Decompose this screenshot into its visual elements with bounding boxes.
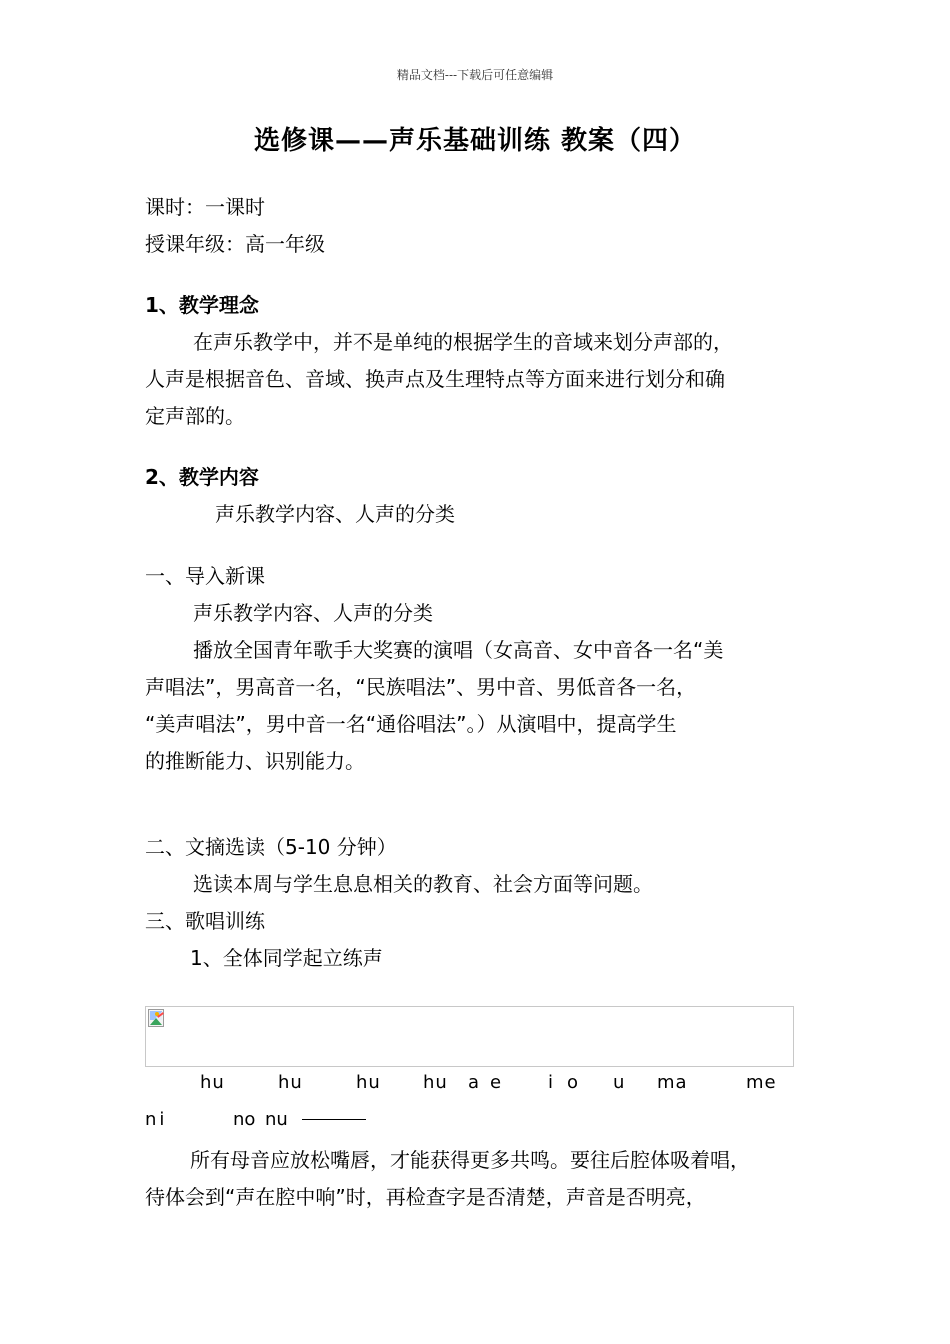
syllable: u xyxy=(613,1072,626,1093)
syllable: nu xyxy=(265,1109,288,1130)
syllable: me xyxy=(746,1072,777,1093)
paragraph-line: 待体会到“声在腔中响”时，再检查字是否清楚，声音是否明亮， xyxy=(145,1185,706,1209)
music-notation-image xyxy=(145,1006,794,1067)
syllable: ni xyxy=(145,1109,168,1130)
paragraph-line: 1、全体同学起立练声 xyxy=(190,946,383,970)
paragraph-line: 定声部的。 xyxy=(145,404,245,428)
syllable: hu xyxy=(200,1072,225,1093)
paragraph-line: “美声唱法”，男中音一名“通俗唱法”。）从演唱中，提高学生 xyxy=(145,712,677,736)
part-heading-introduction: 一、导入新课 xyxy=(145,564,265,588)
syllable: e xyxy=(490,1072,503,1093)
syllable: hu xyxy=(423,1072,448,1093)
syllable: o xyxy=(567,1072,580,1093)
paragraph-line: 在声乐教学中，并不是单纯的根据学生的音域来划分声部的， xyxy=(193,330,733,354)
document-title: 选修课——声乐基础训练 教案（四） xyxy=(253,126,697,156)
paragraph-line: 所有母音应放松嘴唇，才能获得更多共鸣。要往后腔体吸着唱， xyxy=(190,1148,750,1172)
paragraph-line: 播放全国青年歌手大奖赛的演唱（女高音、女中音各一名“美 xyxy=(193,638,724,662)
paragraph-line: 人声是根据音色、音域、换声点及生理特点等方面来进行划分和确 xyxy=(145,367,725,391)
page-header: 精品文档---下载后可任意编辑 xyxy=(396,68,554,82)
paragraph-line: 选读本周与学生息息相关的教育、社会方面等问题。 xyxy=(193,872,653,896)
syllable: hu xyxy=(356,1072,381,1093)
syllable: no xyxy=(233,1109,256,1130)
paragraph-line: 声乐教学内容、人声的分类 xyxy=(193,601,433,625)
broken-image-icon xyxy=(148,1009,164,1027)
syllable: hu xyxy=(278,1072,303,1093)
paragraph-line: 声唱法”，男高音一名，“民族唱法”、男中音、男低音各一名， xyxy=(145,675,697,699)
part-heading-reading: 二、文摘选读（5-10 分钟） xyxy=(145,835,397,859)
section-heading-teaching-concept: 1、教学理念 xyxy=(145,293,259,317)
syllable: ma xyxy=(657,1072,688,1093)
syllable: i xyxy=(548,1072,555,1093)
paragraph-line: 的推断能力、识别能力。 xyxy=(145,749,365,773)
lesson-grade: 授课年级：高一年级 xyxy=(145,232,325,256)
lesson-hours: 课时：一课时 xyxy=(145,195,265,219)
syllable: a xyxy=(468,1072,481,1093)
sustain-line xyxy=(302,1119,366,1120)
part-heading-singing-training: 三、歌唱训练 xyxy=(145,909,265,933)
section-heading-teaching-content: 2、教学内容 xyxy=(145,465,259,489)
paragraph-line: 声乐教学内容、人声的分类 xyxy=(215,502,455,526)
